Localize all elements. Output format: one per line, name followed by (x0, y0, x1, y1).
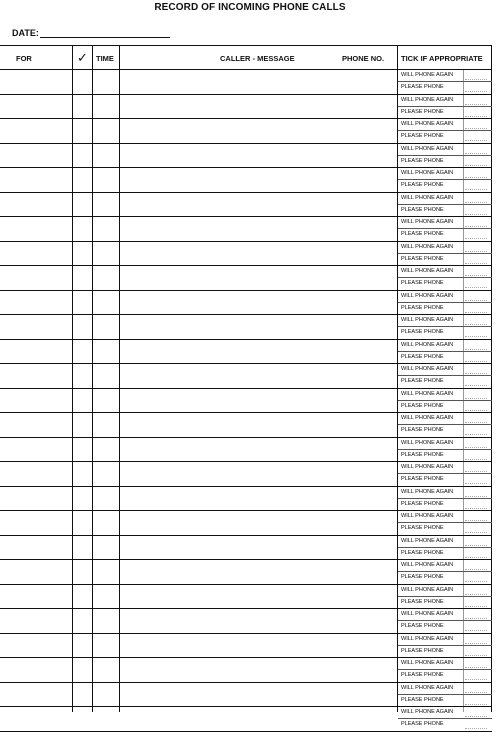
tick-box-please-phone[interactable] (465, 655, 487, 656)
option-please-phone: PLEASE PHONE (401, 427, 444, 434)
option-will-phone-again: WILL PHONE AGAIN (401, 562, 454, 568)
tick-box-please-phone[interactable] (465, 728, 487, 729)
option-please-phone: PLEASE PHONE (401, 231, 444, 238)
option-will-phone-again: WILL PHONE AGAIN (401, 488, 454, 495)
date-label: DATE: (12, 28, 39, 38)
option-divider (398, 400, 492, 401)
option-will-phone-again: WILL PHONE AGAIN (401, 709, 454, 715)
tick-box-please-phone[interactable] (465, 116, 487, 117)
option-please-phone: PLEASE PHONE (401, 329, 444, 336)
option-divider (398, 375, 492, 376)
option-will-phone-again: WILL PHONE AGAIN (401, 366, 454, 372)
option-please-phone: PLEASE PHONE (401, 451, 444, 458)
tick-box-will-phone-again[interactable] (465, 275, 487, 276)
tick-box-will-phone-again[interactable] (465, 226, 487, 227)
option-please-phone: PLEASE PHONE (401, 500, 444, 507)
tick-box-please-phone[interactable] (465, 630, 487, 631)
tick-box-please-phone[interactable] (465, 91, 487, 92)
tick-box-will-phone-again[interactable] (465, 667, 487, 668)
option-will-phone-again: WILL PHONE AGAIN (401, 439, 454, 446)
tick-box-will-phone-again[interactable] (465, 594, 487, 595)
option-please-phone: PLEASE PHONE (401, 721, 444, 728)
option-will-phone-again: WILL PHONE AGAIN (401, 611, 454, 617)
option-will-phone-again: WILL PHONE AGAIN (401, 72, 454, 78)
row-divider (0, 731, 492, 732)
option-will-phone-again: WILL PHONE AGAIN (401, 513, 454, 519)
option-divider (398, 522, 492, 523)
option-will-phone-again: WILL PHONE AGAIN (401, 635, 454, 642)
option-divider (398, 669, 492, 670)
tick-box-will-phone-again[interactable] (465, 422, 487, 423)
tick-box-will-phone-again[interactable] (465, 349, 487, 350)
option-divider (398, 204, 492, 205)
call-log-table (0, 45, 500, 728)
tick-box-please-phone[interactable] (465, 287, 487, 288)
option-will-phone-again: WILL PHONE AGAIN (401, 415, 454, 421)
option-please-phone: PLEASE PHONE (401, 157, 444, 164)
option-divider (398, 228, 492, 229)
tick-box-will-phone-again[interactable] (465, 398, 487, 399)
tick-box-please-phone[interactable] (465, 165, 487, 166)
option-divider (398, 253, 492, 254)
option-will-phone-again: WILL PHONE AGAIN (401, 537, 454, 544)
tick-box-will-phone-again[interactable] (465, 128, 487, 129)
option-will-phone-again: WILL PHONE AGAIN (401, 684, 454, 691)
tick-box-please-phone[interactable] (465, 508, 487, 509)
tick-box-please-phone[interactable] (465, 312, 487, 313)
option-divider (398, 449, 492, 450)
option-divider (398, 596, 492, 597)
tick-box-will-phone-again[interactable] (465, 251, 487, 252)
table-top-border (0, 45, 492, 46)
tick-box-will-phone-again[interactable] (465, 324, 487, 325)
header-time: TIME (96, 54, 114, 63)
option-will-phone-again: WILL PHONE AGAIN (401, 243, 454, 250)
header-for: FOR (16, 54, 32, 63)
option-will-phone-again: WILL PHONE AGAIN (401, 660, 454, 666)
option-divider (398, 620, 492, 621)
tick-box-please-phone[interactable] (465, 581, 487, 582)
option-divider (398, 155, 492, 156)
option-divider (398, 81, 492, 82)
tick-box-will-phone-again[interactable] (465, 520, 487, 521)
option-please-phone: PLEASE PHONE (401, 280, 444, 287)
tick-box-please-phone[interactable] (465, 606, 487, 607)
page-title: RECORD OF INCOMING PHONE CALLS (154, 2, 346, 13)
option-divider (398, 351, 492, 352)
option-will-phone-again: WILL PHONE AGAIN (401, 268, 454, 274)
option-divider (398, 571, 492, 572)
option-divider (398, 694, 492, 695)
option-please-phone: PLEASE PHONE (401, 598, 444, 605)
option-please-phone: PLEASE PHONE (401, 525, 444, 532)
option-divider (398, 302, 492, 303)
option-divider (398, 473, 492, 474)
tick-box-will-phone-again[interactable] (465, 373, 487, 374)
option-please-phone: PLEASE PHONE (401, 574, 444, 581)
option-divider (398, 277, 492, 278)
option-will-phone-again: WILL PHONE AGAIN (401, 390, 454, 397)
option-please-phone: PLEASE PHONE (401, 133, 444, 140)
tick-box-will-phone-again[interactable] (465, 692, 487, 693)
option-please-phone: PLEASE PHONE (401, 84, 444, 91)
option-divider (398, 130, 492, 131)
tick-box-will-phone-again[interactable] (465, 716, 487, 717)
tick-box-will-phone-again[interactable] (465, 202, 487, 203)
option-will-phone-again: WILL PHONE AGAIN (401, 586, 454, 593)
option-divider (398, 106, 492, 107)
option-will-phone-again: WILL PHONE AGAIN (401, 317, 454, 323)
tick-box-please-phone[interactable] (465, 238, 487, 239)
tick-box-please-phone[interactable] (465, 434, 487, 435)
option-please-phone: PLEASE PHONE (401, 672, 444, 679)
tick-box-will-phone-again[interactable] (465, 545, 487, 546)
tick-box-please-phone[interactable] (465, 263, 487, 264)
tick-box-please-phone[interactable] (465, 385, 487, 386)
tick-box-will-phone-again[interactable] (465, 79, 487, 80)
option-please-phone: PLEASE PHONE (401, 476, 444, 483)
option-please-phone: PLEASE PHONE (401, 402, 444, 409)
option-will-phone-again: WILL PHONE AGAIN (401, 341, 454, 348)
option-will-phone-again: WILL PHONE AGAIN (401, 96, 454, 103)
tick-box-will-phone-again[interactable] (465, 618, 487, 619)
option-divider (398, 547, 492, 548)
tick-box-please-phone[interactable] (465, 361, 487, 362)
option-divider (398, 498, 492, 499)
option-please-phone: PLEASE PHONE (401, 549, 444, 556)
header-phone-no: PHONE NO. (342, 54, 385, 63)
tick-box-please-phone[interactable] (465, 410, 487, 411)
tick-box-please-phone[interactable] (465, 557, 487, 558)
option-please-phone: PLEASE PHONE (401, 623, 444, 630)
option-will-phone-again: WILL PHONE AGAIN (401, 194, 454, 201)
tick-box-please-phone[interactable] (465, 679, 487, 680)
option-will-phone-again: WILL PHONE AGAIN (401, 292, 454, 299)
option-will-phone-again: WILL PHONE AGAIN (401, 121, 454, 127)
option-please-phone: PLEASE PHONE (401, 353, 444, 360)
header-tick-if-appropriate: TICK IF APPROPRIATE (401, 54, 483, 63)
header-check-mark: ✓ (77, 50, 88, 65)
tick-box-will-phone-again[interactable] (465, 643, 487, 644)
option-will-phone-again: WILL PHONE AGAIN (401, 145, 454, 152)
option-divider (398, 326, 492, 327)
option-please-phone: PLEASE PHONE (401, 304, 444, 311)
date-field[interactable] (40, 37, 170, 38)
option-divider (398, 424, 492, 425)
tick-box-please-phone[interactable] (465, 336, 487, 337)
option-divider (398, 179, 492, 180)
tick-box-please-phone[interactable] (465, 483, 487, 484)
tick-box-please-phone[interactable] (465, 459, 487, 460)
tick-box-will-phone-again[interactable] (465, 447, 487, 448)
option-divider (398, 645, 492, 646)
tick-box-please-phone[interactable] (465, 189, 487, 190)
header-caller-message: CALLER - MESSAGE (220, 54, 295, 63)
option-please-phone: PLEASE PHONE (401, 647, 444, 654)
tick-box-will-phone-again[interactable] (465, 177, 487, 178)
tick-box-please-phone[interactable] (465, 532, 487, 533)
option-divider (398, 718, 492, 719)
option-please-phone: PLEASE PHONE (401, 206, 444, 213)
option-will-phone-again: WILL PHONE AGAIN (401, 464, 454, 470)
tick-box-please-phone[interactable] (465, 704, 487, 705)
tick-box-will-phone-again[interactable] (465, 471, 487, 472)
tick-box-please-phone[interactable] (465, 140, 487, 141)
tick-box-will-phone-again[interactable] (465, 496, 487, 497)
option-will-phone-again: WILL PHONE AGAIN (401, 219, 454, 225)
option-please-phone: PLEASE PHONE (401, 182, 444, 189)
tick-box-will-phone-again[interactable] (465, 153, 487, 154)
tick-box-will-phone-again[interactable] (465, 104, 487, 105)
tick-box-please-phone[interactable] (465, 214, 487, 215)
option-please-phone: PLEASE PHONE (401, 108, 444, 115)
option-will-phone-again: WILL PHONE AGAIN (401, 170, 454, 176)
tick-box-will-phone-again[interactable] (465, 300, 487, 301)
option-please-phone: PLEASE PHONE (401, 696, 444, 703)
option-please-phone: PLEASE PHONE (401, 255, 444, 262)
tick-box-will-phone-again[interactable] (465, 569, 487, 570)
option-please-phone: PLEASE PHONE (401, 378, 444, 385)
